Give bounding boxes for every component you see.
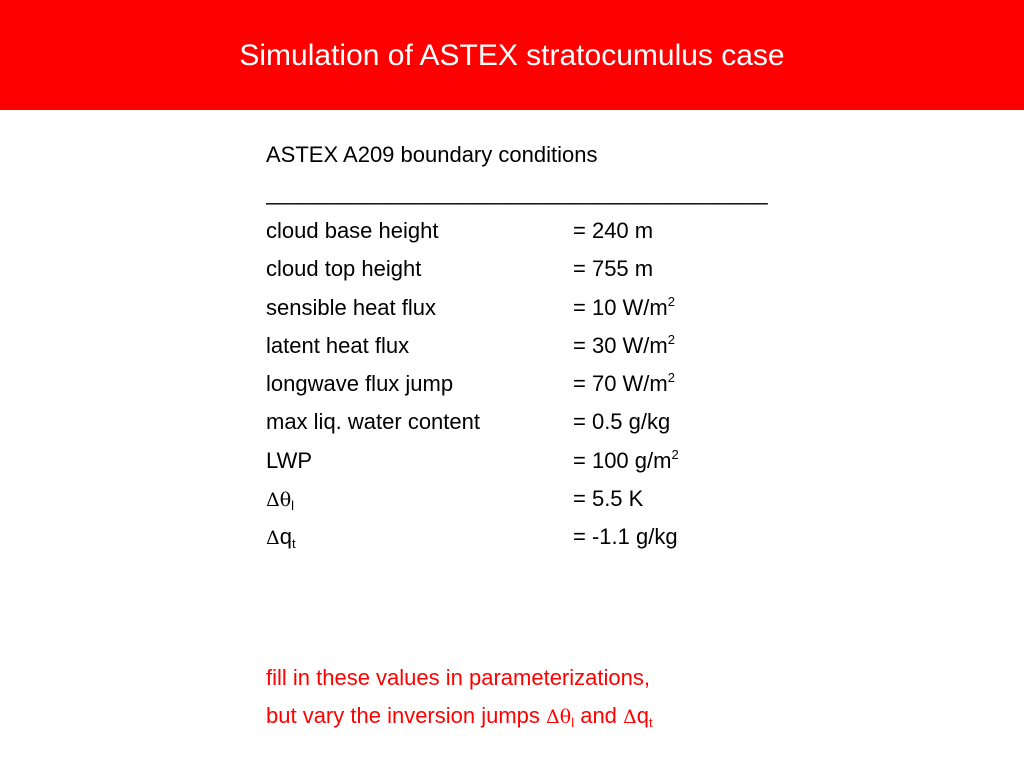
value-text: = 70 W/m: [573, 371, 668, 397]
delta-symbol: Δ: [266, 527, 280, 550]
condition-value: [573, 442, 679, 480]
condition-value: = 240 m: [573, 218, 654, 243]
delta-symbol: Δ: [623, 706, 637, 728]
condition-label: [266, 480, 294, 519]
note-text: q: [636, 703, 650, 728]
title-bar: [0, 0, 1024, 110]
condition-value: [573, 365, 675, 403]
condition-label: [266, 518, 296, 557]
value-text: = 10 W/m: [573, 294, 668, 320]
condition-value: [573, 289, 675, 327]
condition-value: = 0.5 g/kg: [573, 409, 671, 435]
condition-row: [266, 403, 966, 441]
note-subscript: t: [649, 715, 653, 730]
delta-theta-symbol: Δθ: [266, 489, 292, 512]
note-subscript: l: [571, 715, 575, 730]
condition-label: longwave flux jump: [266, 371, 454, 397]
condition-label: sensible heat flux: [266, 294, 436, 320]
condition-value: = 5.5 K: [573, 486, 644, 512]
condition-label: max liq. water content: [266, 409, 480, 435]
section-heading: ASTEX A209 boundary conditions: [266, 142, 598, 167]
note-line-1: fill in these values in parameterizations,: [266, 665, 650, 690]
condition-row: [266, 518, 966, 556]
value-text: = 100 g/m: [573, 447, 672, 473]
condition-row: [266, 250, 966, 288]
underline-rule: _________________________________________: [266, 180, 768, 205]
condition-row: [266, 442, 966, 480]
condition-value: [573, 327, 675, 365]
slide-title: Simulation of ASTEX stratocumulus case: [239, 39, 785, 72]
value-superscript: 2: [671, 446, 679, 462]
condition-label: cloud top height: [266, 256, 422, 282]
boundary-conditions-block: [266, 136, 966, 557]
instruction-note: [266, 659, 966, 735]
condition-row: [266, 365, 966, 403]
condition-row: [266, 480, 966, 518]
label-subscript: l: [291, 498, 295, 514]
condition-value: = -1.1 g/kg: [573, 524, 678, 550]
value-superscript: 2: [667, 293, 675, 309]
note-text: but vary the inversion jumps: [266, 703, 547, 728]
note-line-2: [266, 697, 966, 735]
condition-row: [266, 327, 966, 365]
condition-label: cloud base height: [266, 218, 439, 243]
condition-label: LWP: [266, 447, 313, 473]
condition-label: latent heat flux: [266, 332, 410, 358]
value-superscript: 2: [667, 370, 675, 386]
delta-theta-symbol: Δθ: [546, 706, 572, 728]
note-text: and: [574, 703, 624, 728]
value-superscript: 2: [667, 331, 675, 347]
label-text: q: [279, 524, 292, 550]
label-subscript: t: [291, 536, 296, 552]
condition-value: = 755 m: [573, 256, 654, 282]
condition-row: [266, 289, 966, 327]
value-text: = 30 W/m: [573, 332, 668, 358]
condition-row: [266, 212, 966, 250]
